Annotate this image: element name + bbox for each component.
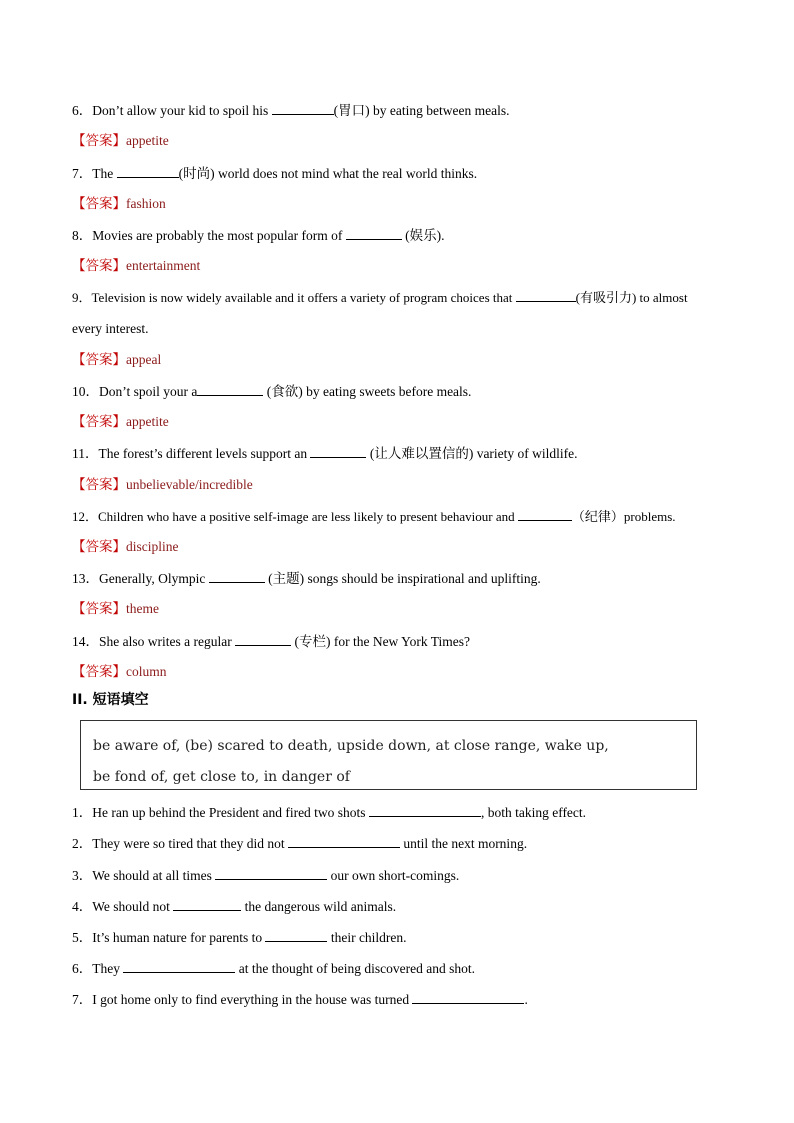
answer-blank[interactable] — [123, 959, 235, 973]
question-number: 8． — [72, 228, 93, 243]
question-text-end: our own short-comings. — [327, 868, 460, 883]
question-text: We should at all times — [92, 868, 216, 883]
answer-8 — [72, 257, 200, 275]
answer-14 — [72, 663, 167, 681]
question-11 — [72, 444, 578, 463]
answer-blank[interactable] — [265, 928, 327, 942]
phrase-question-2 — [72, 834, 527, 853]
answer-blank[interactable] — [235, 632, 291, 646]
answer-blank[interactable] — [288, 834, 400, 848]
question-text: I got home only to find everything in the house was turned — [92, 992, 413, 1007]
answer-text: appetite — [126, 133, 169, 148]
question-number: 6． — [72, 103, 93, 118]
question-text: They were so tired that they did not — [92, 836, 288, 851]
question-text: Television is now widely available and it offers a variety of program choices that — [91, 290, 516, 305]
answer-text: theme — [126, 601, 159, 616]
answer-12 — [72, 538, 179, 556]
question-text: It’s human nature for parents to — [92, 930, 266, 945]
question-text: Movies are probably the most popular form of — [92, 228, 346, 243]
answer-tag: 【答案】 — [72, 352, 126, 367]
question-text: Generally, Olympic — [99, 571, 209, 586]
answer-7 — [72, 195, 166, 213]
answer-text: appeal — [126, 352, 162, 367]
question-text: Don’t spoil your a — [99, 384, 198, 399]
question-text-end: their children. — [327, 930, 407, 945]
answer-tag: 【答案】 — [72, 601, 126, 616]
question-text-end: at the thought of being discovered and shot. — [235, 961, 475, 976]
question-text: We should not — [92, 899, 174, 914]
question-text: The — [92, 166, 117, 181]
question-number: 13． — [72, 571, 99, 586]
answer-tag: 【答案】 — [72, 414, 126, 429]
answer-blank[interactable] — [272, 101, 334, 115]
question-hint: (有吸引力) to almost — [575, 290, 688, 305]
answer-tag: 【答案】 — [72, 258, 126, 273]
question-hint: (娱乐). — [401, 228, 445, 243]
question-text: Children who have a positive self-image are less likely to present behaviour and — [98, 509, 518, 524]
question-text: She also writes a regular — [99, 634, 236, 649]
question-hint: (食欲) by eating sweets before meals. — [263, 384, 472, 399]
question-text: Don’t allow your kid to spoil his — [92, 103, 272, 118]
answer-blank[interactable] — [412, 990, 524, 1004]
question-number: 6． — [72, 961, 93, 976]
question-text: The forest’s different levels support an — [98, 446, 311, 461]
question-7 — [72, 164, 477, 183]
answer-tag: 【答案】 — [72, 133, 126, 148]
answer-13 — [72, 600, 159, 618]
question-number: 11． — [72, 446, 99, 461]
answer-blank[interactable] — [346, 226, 402, 240]
question-14 — [72, 632, 470, 651]
question-10 — [72, 382, 471, 401]
answer-blank[interactable] — [518, 507, 572, 521]
answer-blank[interactable] — [117, 164, 179, 178]
question-text-continued: every interest. — [72, 321, 149, 336]
phrase-bank-line-1: be aware of, (be) scared to death, upside down, at close range, wake up, — [93, 738, 609, 754]
question-text: They — [92, 961, 124, 976]
question-text-end: the dangerous wild animals. — [241, 899, 397, 914]
question-number: 14． — [72, 634, 99, 649]
phrase-question-3 — [72, 866, 459, 885]
answer-9 — [72, 351, 161, 369]
answer-blank[interactable] — [173, 897, 241, 911]
question-text-end: , both taking effect. — [480, 805, 587, 820]
question-12 — [72, 507, 676, 526]
answer-11 — [72, 476, 253, 494]
question-hint: （纪律）problems. — [571, 509, 676, 524]
question-hint: (主题) songs should be inspirational and uplifting. — [264, 571, 541, 586]
phrase-question-6 — [72, 959, 475, 978]
answer-text: discipline — [126, 539, 179, 554]
answer-blank[interactable] — [310, 444, 366, 458]
phrase-question-5 — [72, 928, 407, 947]
question-number: 1． — [72, 805, 93, 820]
answer-text: unbelievable/incredible — [126, 477, 253, 492]
answer-6 — [72, 132, 169, 150]
phrase-question-4 — [72, 897, 396, 916]
answer-blank[interactable] — [209, 569, 265, 583]
question-hint: (胃口) by eating between meals. — [333, 103, 510, 118]
question-number: 2． — [72, 836, 93, 851]
question-hint: (让人难以置信的) variety of wildlife. — [366, 446, 578, 461]
answer-blank[interactable] — [215, 866, 327, 880]
answer-tag: 【答案】 — [72, 664, 126, 679]
question-hint: (专栏) for the New York Times? — [291, 634, 470, 649]
question-number: 7． — [72, 992, 93, 1007]
answer-tag: 【答案】 — [72, 196, 126, 211]
question-text-end: . — [524, 992, 528, 1007]
question-hint: (时尚) world does not mind what the real world thinks. — [178, 166, 478, 181]
question-number: 3． — [72, 868, 93, 883]
question-9 — [72, 288, 688, 307]
answer-10 — [72, 413, 169, 431]
phrase-question-1 — [72, 803, 586, 822]
answer-text: appetite — [126, 414, 169, 429]
question-number: 9． — [72, 290, 92, 305]
phrase-question-7 — [72, 990, 528, 1009]
answer-blank[interactable] — [369, 803, 481, 817]
answer-text: fashion — [126, 196, 166, 211]
question-number: 4． — [72, 899, 93, 914]
section-title: II. 短语填空 — [72, 692, 149, 708]
answer-text: column — [126, 664, 167, 679]
question-text: He ran up behind the President and fired two shots — [92, 805, 369, 820]
phrase-bank-box — [80, 720, 697, 790]
answer-tag: 【答案】 — [72, 477, 126, 492]
question-9-continued — [72, 320, 148, 338]
phrase-bank-line-2: be fond of, get close to, in danger of — [93, 769, 350, 785]
question-8 — [72, 226, 444, 245]
question-number: 10． — [72, 384, 99, 399]
question-number: 5． — [72, 930, 93, 945]
answer-tag: 【答案】 — [72, 539, 126, 554]
question-13 — [72, 569, 541, 588]
question-number: 12． — [72, 509, 99, 524]
answer-blank[interactable] — [197, 382, 263, 396]
question-number: 7． — [72, 166, 93, 181]
answer-text: entertainment — [126, 258, 201, 273]
question-text-end: until the next morning. — [399, 836, 528, 851]
question-6 — [72, 101, 509, 120]
answer-blank[interactable] — [516, 288, 576, 302]
